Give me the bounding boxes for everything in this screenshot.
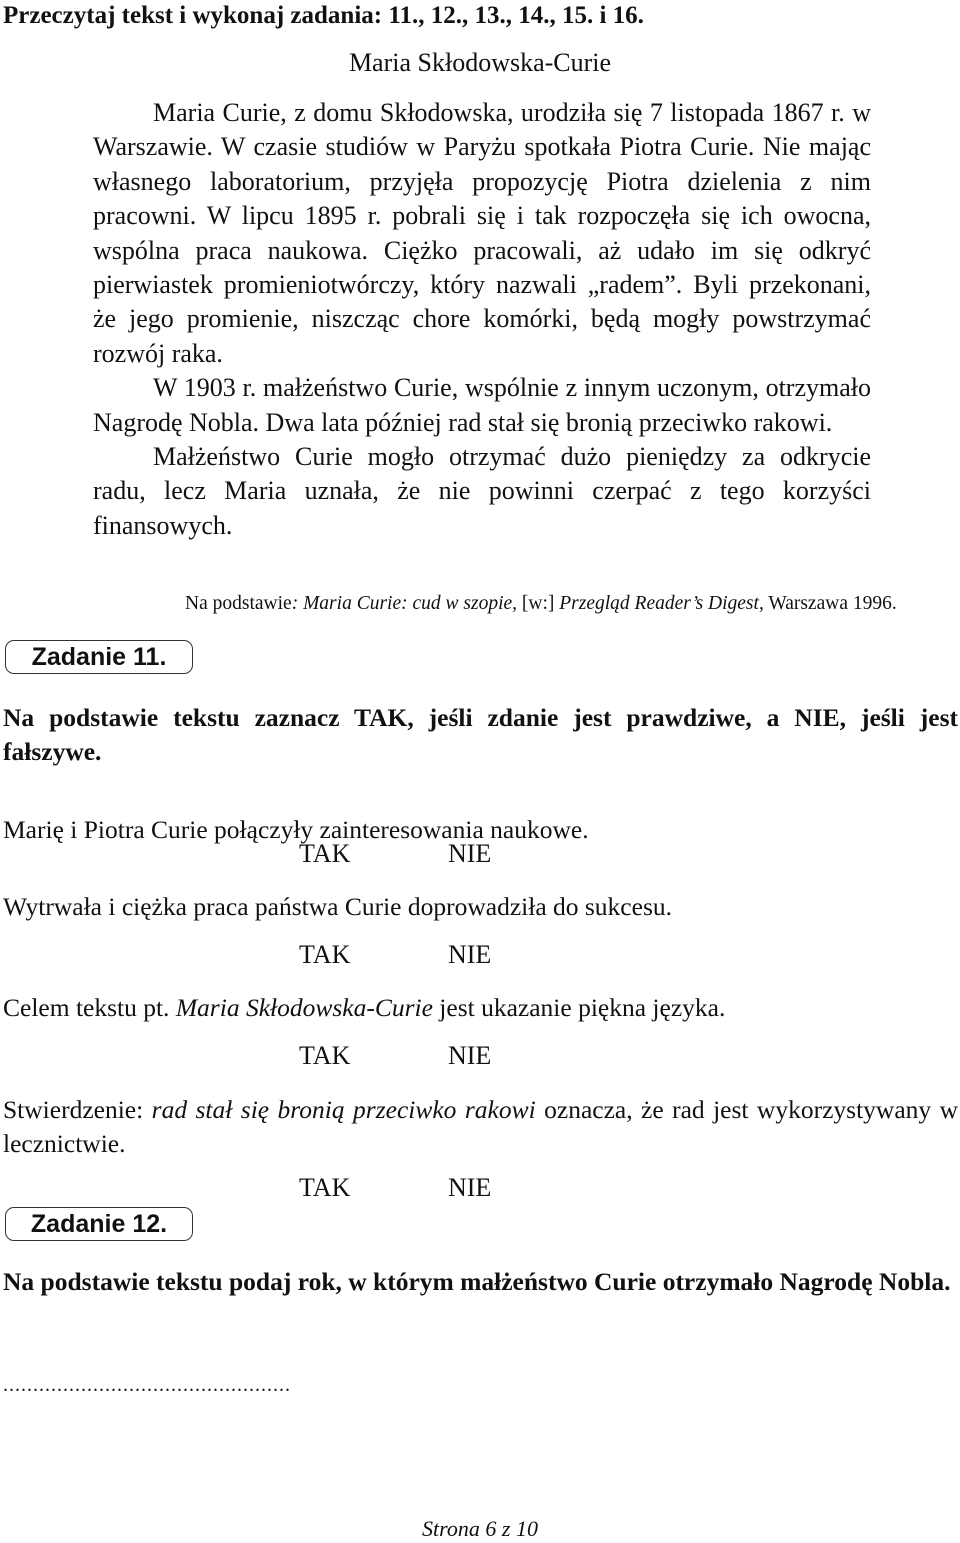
task-12-answer-line[interactable]: ................................................	[3, 1374, 291, 1396]
statement-3-pre: Celem tekstu pt.	[3, 993, 176, 1022]
passage-paragraph-1: Maria Curie, z domu Skłodowska, urodziła się 7 listopada 1867 r. w Warszawie. W czasie studiów w Paryżu spotkała Piotra Curie. Nie mając własnego laboratorium, przyjęła propozycję Piotra dzielenia z nim pracowni. W lipcu 1895 r. pobrali się i tak rozpoczęła się ich owocna, wspólna praca naukowa. Ciężko pracowali, aż udało im się odkryć pierwiastek promieniotwórczy, który nazwali „radem”. Byli przekonani, że jego promienie, niszcząc chore komórki, będą mogły powstrzymać rozwój raka.	[93, 98, 871, 368]
task-11-s2-nie-option[interactable]: NIE	[448, 940, 492, 969]
task-11-s4-tak-option[interactable]: TAK	[299, 1173, 351, 1202]
task-11-s3-nie-option[interactable]: NIE	[448, 1041, 492, 1070]
statement-4-post: oznacza, że rad jest wykorzystywany w lecznictwie.	[3, 1095, 958, 1158]
task-11-s1-nie-option[interactable]: NIE	[448, 839, 492, 868]
passage-paragraph-3: Małżeństwo Curie mogło otrzymać dużo pieniędzy za odkrycie radu, lecz Maria uznała, że nie powinni czerpać z tego korzyści finansowych.	[93, 442, 871, 540]
statement-4-italic: rad stał się bronią przeciwko rakowi	[151, 1095, 536, 1124]
source-prefix: Na podstawie	[185, 593, 292, 614]
passage-paragraph-2: W 1903 r. małżeństwo Curie, wspólnie z innym uczonym, otrzymało Nagrodę Nobla. Dwa lata później rad stał się bronią przeciwko rakowi.	[93, 373, 871, 437]
task-12-label: Zadanie 12.	[5, 1207, 193, 1241]
task-12-instruction: Na podstawie tekstu podaj rok, w którym małżeństwo Curie otrzymało Nagrodę Nobla.	[3, 1267, 951, 1296]
passage-source	[185, 593, 897, 615]
page-footer: Strona 6 z 10	[422, 1516, 538, 1541]
task-11-s4-nie-option[interactable]: NIE	[448, 1173, 492, 1202]
task-11-statement-4	[3, 1093, 958, 1161]
page-instruction: Przeczytaj tekst i wykonaj zadania: 11., 12., 13., 14., 15. i 16.	[3, 2, 644, 29]
source-work: Maria Curie: cud w szopie,	[298, 593, 518, 614]
statement-3-italic: Maria Skłodowska-Curie	[175, 993, 433, 1022]
source-magazine: Przegląd Reader’s Digest,	[559, 593, 764, 614]
source-mid: [w:]	[517, 593, 560, 614]
source-colon: :	[291, 593, 299, 614]
source-suffix: Warszawa 1996.	[763, 593, 897, 614]
task-11-statement-3	[3, 991, 958, 1025]
statement-4-pre: Stwierdzenie:	[3, 1095, 152, 1124]
task-11-statement-2: Wytrwała i ciężka praca państwa Curie doprowadziła do sukcesu.	[3, 892, 672, 921]
passage-body	[93, 96, 871, 543]
task-11-statement-1: Marię i Piotra Curie połączyły zainteresowania naukowe.	[3, 815, 589, 844]
task-11-label: Zadanie 11.	[5, 640, 193, 674]
statement-3-post: jest ukazanie piękna języka.	[432, 993, 726, 1022]
task-11-s3-tak-option[interactable]: TAK	[299, 1041, 351, 1070]
task-11-s2-tak-option[interactable]: TAK	[299, 940, 351, 969]
task-11-instruction: Na podstawie tekstu zaznacz TAK, jeśli zdanie jest prawdziwe, a NIE, jeśli jest fałszywe.	[3, 703, 958, 766]
task-11-s1-tak-option[interactable]: TAK	[299, 839, 351, 868]
passage-title: Maria Skłodowska-Curie	[348, 48, 612, 77]
